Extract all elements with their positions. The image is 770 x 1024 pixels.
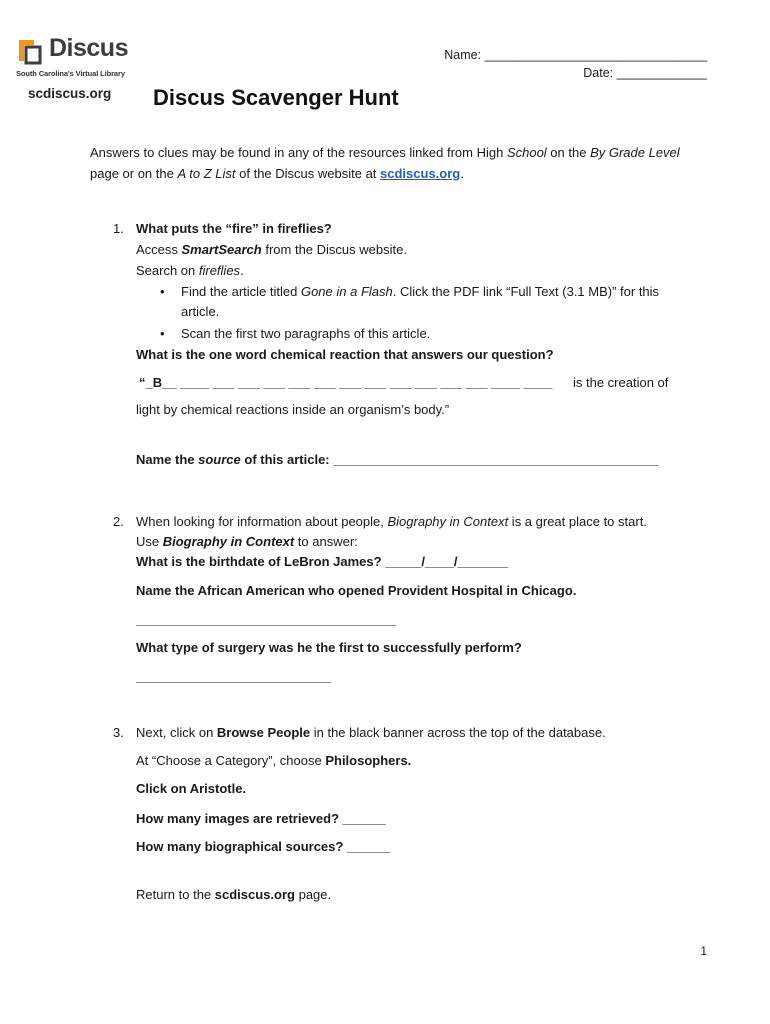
bullet-icon: • — [160, 326, 165, 341]
name-field: Name: ________________________________ — [444, 48, 707, 62]
q1-access: Access SmartSearch from the Discus website. — [136, 242, 407, 257]
scdiscus-link[interactable]: scdiscus.org — [380, 166, 461, 181]
q1-bullet-1: Find the article titled Gone in a Flash. Click the PDF link “Full Text (3.1 MB)” for this — [181, 284, 660, 299]
q1-question: What is the one word chemical reaction that answers our question? — [136, 347, 554, 362]
date-field: Date: _____________ — [583, 66, 707, 80]
q2-line-2: Use Biography in Context to answer: — [136, 534, 358, 549]
page-number: 1 — [700, 944, 707, 958]
q2-birthdate: What is the birthdate of LeBron James? _____/____/_______ — [136, 554, 509, 569]
q1-answer-blank: “_B__ ____ ___ ___ ___ ___ ___ ___ ___ ___ ___ ___ ___ ____ ____ — [139, 375, 553, 390]
page-title: Discus Scavenger Hunt — [153, 85, 399, 110]
site-name: scdiscus.org — [28, 86, 112, 101]
q2-blank-1: ____________________________________ — [136, 612, 397, 627]
q3-number: 3. — [113, 725, 124, 740]
q3-line-4: How many images are retrieved? ______ — [136, 811, 387, 826]
intro-paragraph: Answers to clues may be found in any of the resources linked from High School on the By Grade Level page or on the A to Z List of the Discus website at scdiscus.org. — [90, 145, 680, 181]
q3-line-5: How many biographical sources? ______ — [136, 839, 391, 854]
q2-line-1: When looking for information about people, Biography in Context is a great place to start. — [136, 514, 647, 529]
discus-logo-icon — [16, 37, 44, 65]
q1-source: Name the source of this article: _____________________________________________ — [136, 452, 659, 467]
q2-surgery: What type of surgery was he the first to successfully perform? — [136, 640, 522, 655]
logo-name: Discus — [49, 34, 128, 62]
q3-line-2: At “Choose a Category”, choose Philosophers. — [136, 753, 412, 768]
discus-logo — [16, 34, 126, 84]
q1-number: 1. — [113, 221, 124, 236]
q1-heading: What puts the “fire” in fireflies? — [136, 221, 332, 236]
bullet-icon: • — [160, 284, 165, 299]
q3-return: Return to the scdiscus.org page. — [136, 887, 332, 902]
q1-bullet-1-cont: article. — [181, 304, 220, 319]
q1-answer-tail: is the creation of — [573, 375, 669, 390]
q1-answer-cont: light by chemical reactions inside an organism’s body.” — [136, 402, 450, 417]
q1-search: Search on fireflies. — [136, 263, 244, 278]
q3-line-3: Click on Aristotle. — [136, 781, 247, 796]
logo-subtitle: South Carolina's Virtual Library — [16, 69, 125, 78]
q2-provident: Name the African American who opened Provident Hospital in Chicago. — [136, 583, 577, 598]
q3-line-1: Next, click on Browse People in the black banner across the top of the database. — [136, 725, 606, 740]
q2-blank-2: ___________________________ — [136, 669, 332, 684]
q2-number: 2. — [113, 514, 124, 529]
q1-bullet-2: Scan the first two paragraphs of this article. — [181, 326, 431, 341]
